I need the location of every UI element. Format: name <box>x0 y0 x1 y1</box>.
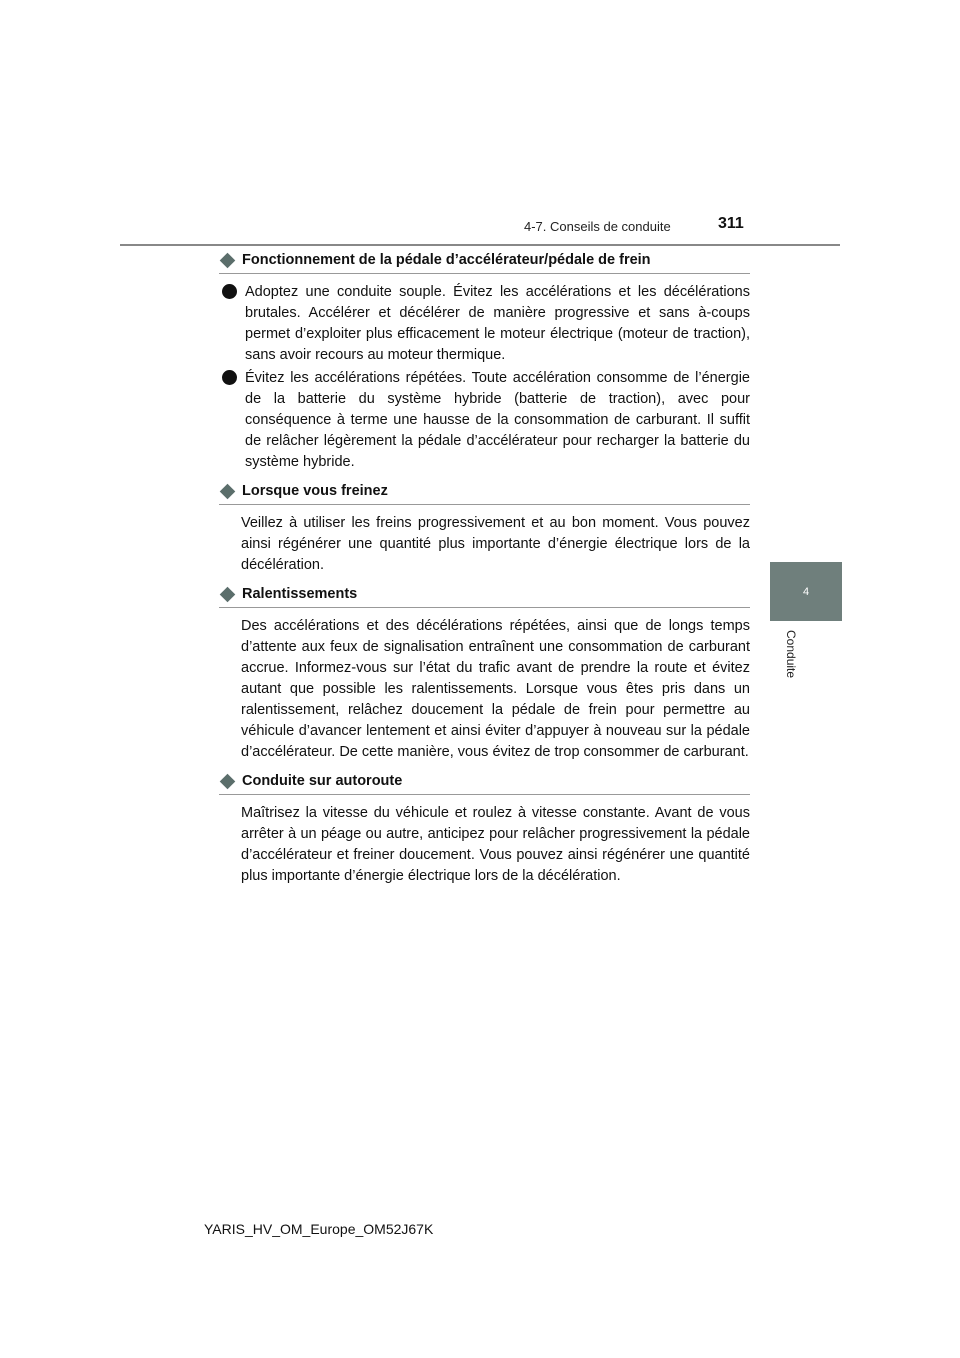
section-body: Maîtrisez la vitesse du véhicule et roulez à vitesse constante. Avant de vous arrêter à un péage ou autre, anticipez pour relâcher progressivement la pédale d’accélérateur et freiner doucement. Vous pouvez ainsi régénérer une quantité plus importante d’énergie électrique lors de la décélération. <box>241 805 750 884</box>
section-title <box>219 252 750 274</box>
header-divider <box>120 244 840 246</box>
section-title <box>219 773 750 795</box>
list-item <box>222 282 750 366</box>
circle-bullet-icon <box>222 284 237 299</box>
header-section-title: 4-7. Conseils de conduite <box>524 219 671 234</box>
section-title <box>219 483 750 505</box>
bullet-list <box>222 282 750 473</box>
section-traffic-jams <box>219 586 750 763</box>
section-body: Des accélérations et des décélérations répétées, ainsi que de longs temps d’attente aux feux de signalisation entraînent une consommation de carburant accrue. Informez-vous sur l’état du trafic avant de prendre la route et évitez autant que possible les ralentissements. Lorsque vous êtes pris dans un ralentissement, relâchez doucement la pédale de frein pour permettre au véhicule d’avancer lentement et ainsi éviter d’appuyer à nouveau sur la pédale d’accélérateur. De cette manière, vous évitez de trop consommer de carburant. <box>241 618 750 760</box>
circle-bullet-icon <box>222 370 237 385</box>
section-body: Veillez à utiliser les freins progressivement et au bon moment. Vous pouvez ainsi régénérer une quantité plus importante d’énergie électrique lors de la décélération. <box>241 515 750 573</box>
page-number: 311 <box>718 215 744 232</box>
chapter-label: Conduite <box>784 630 798 679</box>
list-item-text: Évitez les accélérations répétées. Toute accélération consomme de l’énergie de la batterie du système hybride (batterie de traction), avec pour conséquence à terme une hausse de la consommation de carburant. Il suffit de relâcher légèrement la pédale d’accélérateur pour recharger la batterie du système hybride. <box>245 370 750 470</box>
section-highway-driving <box>219 773 750 887</box>
section-title <box>219 586 750 608</box>
section-pedal-operation <box>219 252 750 473</box>
main-content <box>219 252 750 897</box>
section-braking <box>219 483 750 576</box>
diamond-bullet-icon <box>220 483 236 499</box>
section-title-text: Conduite sur autoroute <box>242 773 403 789</box>
list-item <box>222 368 750 473</box>
chapter-label-container <box>772 630 820 690</box>
diamond-bullet-icon <box>220 252 236 268</box>
list-item-text: Adoptez une conduite souple. Évitez les accélérations et les décélérations brutales. Accélérer et décélérer de manière progressive et sans à-coups permet d’exploiter plus efficacement le moteur électrique (moteur de traction), sans avoir recours au moteur thermique. <box>245 284 750 363</box>
document-code: YARIS_HV_OM_Europe_OM52J67K <box>204 1221 434 1237</box>
section-title-text: Lorsque vous freinez <box>242 483 388 499</box>
diamond-bullet-icon <box>220 773 236 789</box>
section-title-text: Fonctionnement de la pédale d’accélérateur/pédale de frein <box>242 252 651 268</box>
chapter-tab[interactable] <box>770 562 842 621</box>
chapter-number: 4 <box>802 586 810 598</box>
section-title-text: Ralentissements <box>242 586 358 602</box>
diamond-bullet-icon <box>220 586 236 602</box>
